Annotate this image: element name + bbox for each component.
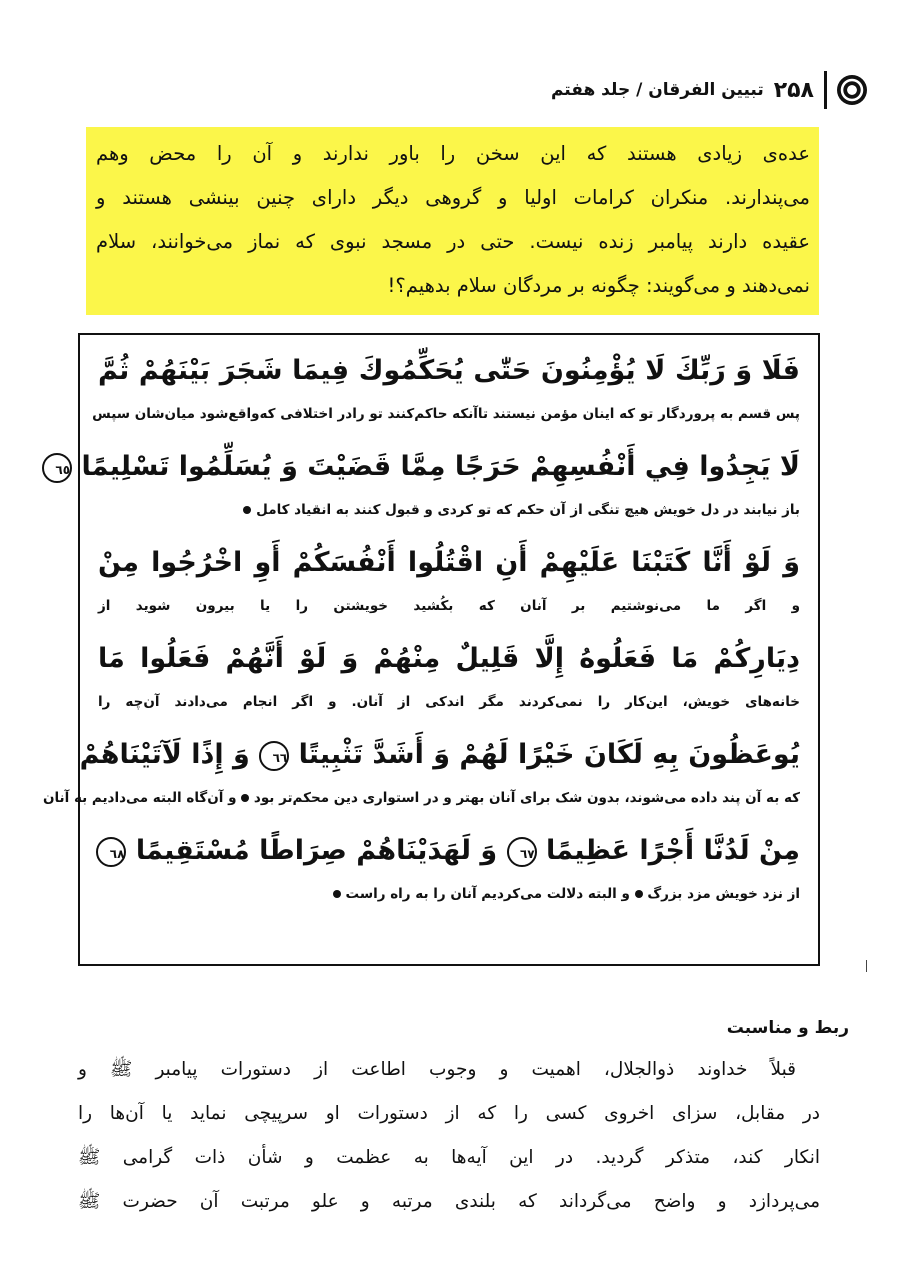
arabic-verse-line: دِيَارِكُمْ مَا فَعَلُوهُ إِلَّا قَلِيلٌ مِنْهُمْ وَ لَوْ أَنَّهُمْ فَعَلُوا مَا	[98, 643, 800, 674]
translation-text: از نزد خویش مزد بزرگ	[647, 886, 800, 902]
persian-translation-line: و اگر ما می‌نوشتیم بر آنان که بکُشید خویشتن را یا بیرون شوید از	[98, 598, 800, 614]
book-title: تبیین الفرقان / جلد هفتم	[550, 80, 764, 100]
verse-number-marker: ٦٥	[42, 453, 72, 483]
page-header	[37, 70, 867, 110]
persian-translation-line: پس قسم به پروردگار تو که اینان مؤمن نیستند تاآنکه حاکم‌کنند تو رادر اختلافی که‌واقع‌شود میان‌شان سپس	[92, 406, 800, 422]
arabic-verse-line	[55, 439, 800, 495]
arabic-verse-line	[79, 727, 800, 783]
translation-text: و آن‌گاه البته می‌دادیم به آنان	[42, 790, 237, 806]
translation-text: که به آن پند داده می‌شوند، بدون شک برای آنان بهتر و در استواری دین محکم‌تر بود	[253, 790, 800, 806]
body-line: قبلاً خداوند ذوالجلال، اهمیت و وجوب اطاعت از دستورات پیامبر ﷺ و	[78, 1059, 796, 1080]
arabic-verse-line: وَ لَوْ أَنَّا كَتَبْنَا عَلَيْهِمْ أَنِ اقْتُلُوا أَنْفُسَكُمْ أَوِ اخْرُجُوا مِنْ	[98, 547, 800, 578]
verse-number-marker: ٦٧	[507, 837, 537, 867]
body-line: می‌پردازد و واضح می‌گرداند که بلندی مرتبه و علو مرتبت آن حضرت ﷺ	[78, 1191, 820, 1212]
verse-number-marker: ٦٦	[259, 741, 289, 771]
book-emblem-icon	[837, 75, 867, 105]
header-divider	[824, 71, 827, 109]
verse-end-dot-icon	[333, 890, 341, 898]
verse-end-dot-icon	[241, 794, 249, 802]
translation-text: باز نیابند در دل خویش هیچ تنگی از آن حکم که تو کردی و قبول کنند به انقیاد کامل	[256, 502, 800, 518]
verse-text: وَ إِذًا لَآتَيْنَاهُمْ	[79, 739, 250, 770]
margin-mark	[866, 960, 867, 972]
persian-translation-line	[98, 495, 800, 535]
section-heading: ربط و مناسبت	[726, 1018, 849, 1038]
paragraph-line: می‌پندارند. منکران کرامات اولیا و گروهی دیگر دارای چنین بینشی هستند و	[96, 186, 810, 209]
arabic-verse-line: فَلَا وَ رَبِّكَ لَا يُؤْمِنُونَ حَتّٰى يُحَكِّمُوكَ فِيمَا شَجَرَ بَيْنَهُمْ ثُمَّ	[98, 355, 800, 386]
persian-translation-line	[98, 879, 800, 919]
body-line: انکار کند، متذکر گردید. در این آیه‌ها به عظمت و شأن ذات گرامی ﷺ	[78, 1147, 820, 1168]
verse-text: لَا يَجِدُوا فِي أَنْفُسِهِمْ حَرَجًا مِمَّا قَضَيْتَ وَ يُسَلِّمُوا تَسْلِيمًا	[81, 451, 800, 482]
arabic-verse-line	[98, 823, 800, 879]
verse-text: وَ لَهَدَيْنَاهُمْ صِرَاطًا مُسْتَقِيمًا	[135, 835, 498, 866]
body-line: در مقابل، سزای اخروی کسی را که از دستورات او سرپیچی نماید یا آن‌ها را	[78, 1103, 820, 1124]
verse-text: مِنْ لَدُنَّا أَجْرًا عَظِيمًا	[546, 835, 800, 866]
verse-end-dot-icon	[243, 506, 251, 514]
verse-text: يُوعَظُونَ بِهِ لَكَانَ خَيْرًا لَهُمْ وَ أَشَدَّ تَثْبِيتًا	[298, 739, 800, 770]
persian-translation-line	[42, 783, 800, 823]
persian-translation-line: خانه‌های خویش، این‌کار را نمی‌کردند مگر اندکی از آنان. و اگر انجام می‌دادند آن‌چه را	[98, 694, 800, 710]
verse-number-marker: ٦٨	[96, 837, 126, 867]
quran-verse-box	[42, 333, 820, 966]
verse-end-dot-icon	[635, 890, 643, 898]
translation-text: و البته دلالت می‌کردیم آنان را به راه راست	[345, 886, 630, 902]
paragraph-line: عده‌ی زیادی هستند که این سخن را باور ندارند و آن را محض وهم	[96, 142, 810, 165]
page-number: ۲۵۸	[773, 77, 814, 103]
paragraph-line: نمی‌دهند و می‌گویند: چگونه بر مردگان سلام بدهیم؟!	[387, 274, 810, 297]
body-paragraph	[78, 1048, 820, 1224]
highlighted-paragraph	[96, 132, 810, 308]
paragraph-line: عقیده دارند پیامبر زنده نیست. حتی در مسجد نبوی که نماز می‌خوانند، سلام	[96, 230, 810, 253]
